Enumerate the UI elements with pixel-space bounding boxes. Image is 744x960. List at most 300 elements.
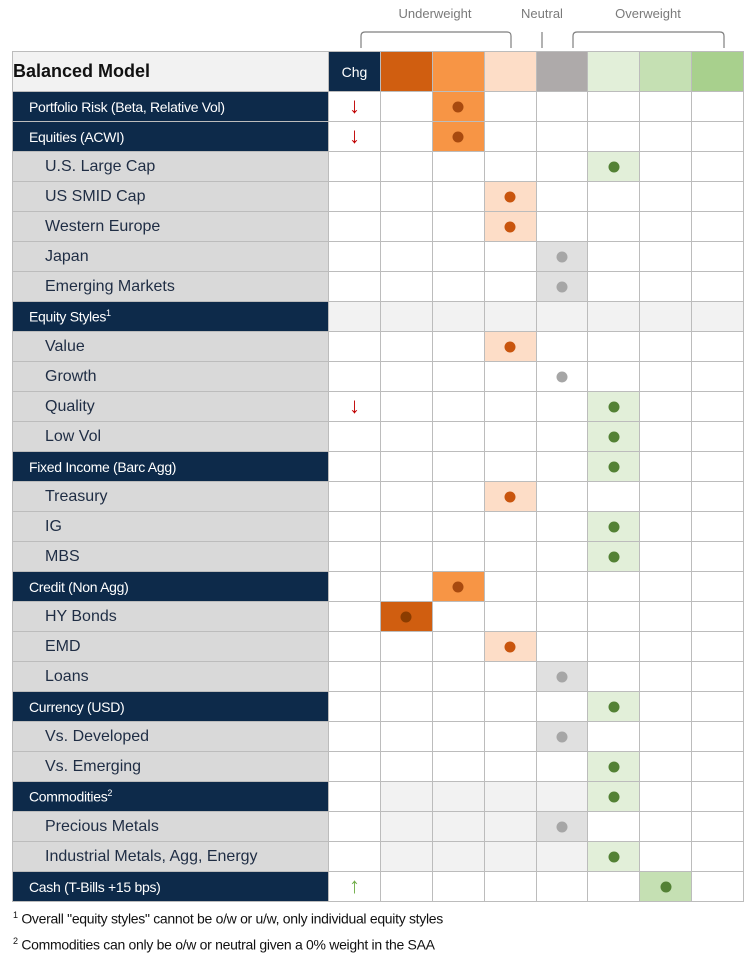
position-dot — [505, 191, 516, 202]
position-cell-2 — [432, 422, 484, 452]
position-cell-2 — [432, 512, 484, 542]
position-cell-2 — [432, 362, 484, 392]
position-dot — [556, 371, 567, 382]
position-cell-7 — [692, 122, 744, 152]
scale-cell-6 — [640, 52, 692, 92]
position-cell-1 — [380, 392, 432, 422]
position-cell-4 — [536, 632, 588, 662]
position-cell-4 — [536, 842, 588, 872]
chg-cell — [329, 332, 381, 362]
position-cell-3 — [484, 152, 536, 182]
scale-cell-7 — [692, 52, 744, 92]
scale-cell-1 — [380, 52, 432, 92]
position-cell-3 — [484, 572, 536, 602]
chg-cell — [329, 722, 381, 752]
position-cell-7 — [692, 662, 744, 692]
position-cell-3 — [484, 602, 536, 632]
position-cell-1 — [380, 662, 432, 692]
position-cell-7 — [692, 152, 744, 182]
position-cell-7 — [692, 302, 744, 332]
chg-cell — [329, 602, 381, 632]
row-label: Japan — [13, 242, 329, 272]
position-cell-4 — [536, 722, 588, 752]
position-cell-6 — [640, 542, 692, 572]
position-cell-6 — [640, 722, 692, 752]
position-cell-5 — [588, 302, 640, 332]
scale-cell-5 — [588, 52, 640, 92]
position-cell-5 — [588, 782, 640, 812]
table-row — [13, 602, 744, 632]
position-cell-5 — [588, 812, 640, 842]
table-row — [13, 182, 744, 212]
position-cell-3 — [484, 182, 536, 212]
position-cell-7 — [692, 782, 744, 812]
table-row — [13, 422, 744, 452]
position-cell-5 — [588, 212, 640, 242]
row-label: Equities (ACWI) — [13, 122, 329, 152]
position-cell-5 — [588, 662, 640, 692]
row-label: Loans — [13, 662, 329, 692]
row-label: Credit (Non Agg) — [13, 572, 329, 602]
position-cell-2 — [432, 872, 484, 902]
position-cell-1 — [380, 152, 432, 182]
position-cell-1 — [380, 272, 432, 302]
position-cell-3 — [484, 662, 536, 692]
position-cell-5 — [588, 542, 640, 572]
position-cell-3 — [484, 122, 536, 152]
table-row — [13, 392, 744, 422]
row-label: Vs. Emerging — [13, 752, 329, 782]
position-dot — [556, 251, 567, 262]
position-cell-2 — [432, 722, 484, 752]
position-cell-7 — [692, 692, 744, 722]
position-cell-2 — [432, 452, 484, 482]
table-row — [13, 272, 744, 302]
position-cell-7 — [692, 872, 744, 902]
position-cell-3 — [484, 332, 536, 362]
row-label: Fixed Income (Barc Agg) — [13, 452, 329, 482]
footnote-1: $^1$ Overall "equity styles" cannot be o/w or u/w, only individual equity styles — [13, 910, 443, 927]
position-cell-6 — [640, 632, 692, 662]
position-cell-5 — [588, 482, 640, 512]
position-cell-1 — [380, 512, 432, 542]
position-cell-2 — [432, 92, 484, 122]
chg-cell — [329, 662, 381, 692]
position-cell-6 — [640, 242, 692, 272]
position-cell-6 — [640, 512, 692, 542]
position-cell-2 — [432, 272, 484, 302]
position-cell-7 — [692, 272, 744, 302]
position-cell-4 — [536, 272, 588, 302]
position-cell-5 — [588, 362, 640, 392]
position-cell-4 — [536, 122, 588, 152]
position-cell-3 — [484, 812, 536, 842]
position-cell-7 — [692, 632, 744, 662]
position-cell-4 — [536, 512, 588, 542]
header-row — [13, 52, 744, 92]
position-cell-1 — [380, 572, 432, 602]
position-cell-2 — [432, 122, 484, 152]
position-cell-4 — [536, 92, 588, 122]
position-cell-7 — [692, 482, 744, 512]
position-cell-7 — [692, 242, 744, 272]
chg-cell — [329, 212, 381, 242]
position-cell-6 — [640, 92, 692, 122]
row-label: Growth — [13, 362, 329, 392]
position-cell-3 — [484, 362, 536, 392]
position-cell-2 — [432, 482, 484, 512]
position-cell-6 — [640, 572, 692, 602]
position-cell-1 — [380, 632, 432, 662]
position-cell-4 — [536, 362, 588, 392]
position-cell-7 — [692, 722, 744, 752]
position-cell-5 — [588, 152, 640, 182]
scale-cell-4 — [536, 52, 588, 92]
position-cell-1 — [380, 92, 432, 122]
down-arrow-icon: ↓ — [349, 93, 360, 118]
table-row — [13, 752, 744, 782]
table-row — [13, 812, 744, 842]
table-row — [13, 212, 744, 242]
chg-header: Chg — [329, 52, 381, 92]
position-cell-7 — [692, 512, 744, 542]
position-cell-1 — [380, 242, 432, 272]
position-cell-7 — [692, 182, 744, 212]
position-dot — [608, 761, 619, 772]
position-cell-5 — [588, 512, 640, 542]
chg-cell — [329, 152, 381, 182]
table-row — [13, 452, 744, 482]
position-cell-1 — [380, 302, 432, 332]
position-dot — [505, 641, 516, 652]
row-label: US SMID Cap — [13, 182, 329, 212]
table-row — [13, 782, 744, 812]
row-label: HY Bonds — [13, 602, 329, 632]
position-dot — [608, 521, 619, 532]
scale-cell-3 — [484, 52, 536, 92]
position-cell-2 — [432, 392, 484, 422]
position-cell-4 — [536, 182, 588, 212]
position-dot — [608, 431, 619, 442]
chg-cell — [329, 872, 381, 902]
row-label: Commodities$^2$ — [13, 782, 329, 812]
position-cell-7 — [692, 842, 744, 872]
position-cell-7 — [692, 362, 744, 392]
position-cell-5 — [588, 242, 640, 272]
position-dot — [505, 221, 516, 232]
position-cell-5 — [588, 722, 640, 752]
chg-cell — [329, 122, 381, 152]
position-cell-6 — [640, 482, 692, 512]
position-cell-3 — [484, 422, 536, 452]
position-dot — [608, 401, 619, 412]
chg-cell — [329, 542, 381, 572]
position-cell-4 — [536, 212, 588, 242]
position-cell-5 — [588, 422, 640, 452]
row-label: EMD — [13, 632, 329, 662]
position-dot — [556, 281, 567, 292]
chg-cell — [329, 422, 381, 452]
position-cell-7 — [692, 392, 744, 422]
table-row — [13, 572, 744, 602]
chg-cell — [329, 392, 381, 422]
table-row — [13, 722, 744, 752]
position-cell-3 — [484, 752, 536, 782]
chg-cell — [329, 92, 381, 122]
position-cell-4 — [536, 872, 588, 902]
position-cell-6 — [640, 602, 692, 632]
chg-cell — [329, 242, 381, 272]
table-row — [13, 662, 744, 692]
position-cell-6 — [640, 152, 692, 182]
position-cell-3 — [484, 272, 536, 302]
overweight-label: Overweight — [615, 6, 681, 21]
position-cell-4 — [536, 812, 588, 842]
position-cell-1 — [380, 542, 432, 572]
row-label: Value — [13, 332, 329, 362]
position-cell-1 — [380, 182, 432, 212]
position-cell-7 — [692, 212, 744, 242]
position-dot — [608, 551, 619, 562]
position-cell-4 — [536, 452, 588, 482]
footnote-2: $^2$ Commodities can only be o/w or neutral given a 0% weight in the SAA — [13, 936, 435, 953]
table-row — [13, 542, 744, 572]
position-dot — [453, 131, 464, 142]
position-cell-1 — [380, 722, 432, 752]
table-row — [13, 152, 744, 182]
position-dot — [660, 881, 671, 892]
position-dot — [608, 791, 619, 802]
position-cell-6 — [640, 662, 692, 692]
position-cell-1 — [380, 362, 432, 392]
row-label: MBS — [13, 542, 329, 572]
position-cell-5 — [588, 752, 640, 782]
position-dot — [556, 731, 567, 742]
position-cell-3 — [484, 512, 536, 542]
position-dot — [401, 611, 412, 622]
table-row — [13, 92, 744, 122]
position-cell-2 — [432, 542, 484, 572]
position-cell-3 — [484, 632, 536, 662]
position-cell-6 — [640, 362, 692, 392]
position-cell-6 — [640, 782, 692, 812]
position-dot — [556, 821, 567, 832]
table-row — [13, 302, 744, 332]
position-cell-4 — [536, 572, 588, 602]
table-row — [13, 842, 744, 872]
position-cell-2 — [432, 572, 484, 602]
position-dot — [505, 491, 516, 502]
position-cell-2 — [432, 662, 484, 692]
position-cell-2 — [432, 752, 484, 782]
row-label: Western Europe — [13, 212, 329, 242]
position-cell-4 — [536, 602, 588, 632]
position-cell-6 — [640, 212, 692, 242]
position-cell-4 — [536, 302, 588, 332]
position-cell-6 — [640, 302, 692, 332]
position-cell-4 — [536, 392, 588, 422]
table-row — [13, 482, 744, 512]
position-cell-4 — [536, 542, 588, 572]
chg-cell — [329, 782, 381, 812]
position-cell-5 — [588, 392, 640, 422]
position-cell-1 — [380, 332, 432, 362]
position-cell-2 — [432, 152, 484, 182]
position-cell-5 — [588, 602, 640, 632]
position-cell-2 — [432, 182, 484, 212]
chg-cell — [329, 482, 381, 512]
chg-cell — [329, 842, 381, 872]
row-label: Precious Metals — [13, 812, 329, 842]
position-cell-1 — [380, 422, 432, 452]
row-label: Equity Styles$^1$ — [13, 302, 329, 332]
position-cell-5 — [588, 332, 640, 362]
position-cell-6 — [640, 392, 692, 422]
position-dot — [608, 461, 619, 472]
position-cell-1 — [380, 782, 432, 812]
position-cell-6 — [640, 872, 692, 902]
row-label: Currency (USD) — [13, 692, 329, 722]
position-cell-3 — [484, 452, 536, 482]
row-label: Treasury — [13, 482, 329, 512]
position-cell-2 — [432, 692, 484, 722]
position-cell-6 — [640, 692, 692, 722]
chg-cell — [329, 182, 381, 212]
row-label: Low Vol — [13, 422, 329, 452]
table-title: Balanced Model — [13, 52, 329, 92]
position-cell-7 — [692, 572, 744, 602]
position-cell-7 — [692, 752, 744, 782]
table-row — [13, 362, 744, 392]
chg-cell — [329, 512, 381, 542]
position-cell-5 — [588, 92, 640, 122]
position-cell-5 — [588, 632, 640, 662]
position-cell-2 — [432, 632, 484, 662]
position-cell-6 — [640, 752, 692, 782]
position-cell-6 — [640, 182, 692, 212]
position-cell-3 — [484, 482, 536, 512]
position-cell-1 — [380, 452, 432, 482]
position-cell-7 — [692, 452, 744, 482]
position-cell-5 — [588, 272, 640, 302]
position-cell-2 — [432, 602, 484, 632]
position-dot — [505, 341, 516, 352]
position-cell-4 — [536, 752, 588, 782]
chg-cell — [329, 452, 381, 482]
row-label: Quality — [13, 392, 329, 422]
position-cell-5 — [588, 182, 640, 212]
chg-cell — [329, 572, 381, 602]
position-cell-5 — [588, 872, 640, 902]
chg-cell — [329, 812, 381, 842]
position-cell-7 — [692, 602, 744, 632]
position-cell-4 — [536, 782, 588, 812]
position-cell-3 — [484, 392, 536, 422]
position-cell-6 — [640, 812, 692, 842]
scale-cell-2 — [432, 52, 484, 92]
row-label: Emerging Markets — [13, 272, 329, 302]
neutral-label: Neutral — [521, 6, 563, 21]
position-cell-4 — [536, 422, 588, 452]
position-cell-4 — [536, 242, 588, 272]
table-row — [13, 332, 744, 362]
row-label: Industrial Metals, Agg, Energy — [13, 842, 329, 872]
position-cell-2 — [432, 782, 484, 812]
position-cell-7 — [692, 332, 744, 362]
table-row — [13, 122, 744, 152]
up-arrow-icon: ↑ — [349, 873, 360, 898]
position-cell-2 — [432, 212, 484, 242]
scale-brackets — [0, 0, 744, 52]
down-arrow-icon: ↓ — [349, 393, 360, 418]
position-dot — [608, 851, 619, 862]
position-cell-5 — [588, 572, 640, 602]
position-cell-2 — [432, 842, 484, 872]
chg-cell — [329, 362, 381, 392]
position-cell-1 — [380, 692, 432, 722]
position-cell-3 — [484, 92, 536, 122]
position-cell-4 — [536, 692, 588, 722]
position-cell-1 — [380, 212, 432, 242]
position-cell-1 — [380, 602, 432, 632]
position-cell-1 — [380, 482, 432, 512]
position-cell-7 — [692, 812, 744, 842]
position-cell-6 — [640, 272, 692, 302]
position-dot — [453, 581, 464, 592]
position-dot — [556, 671, 567, 682]
position-cell-3 — [484, 872, 536, 902]
position-cell-3 — [484, 782, 536, 812]
position-cell-6 — [640, 122, 692, 152]
table-row — [13, 632, 744, 662]
position-cell-5 — [588, 122, 640, 152]
position-cell-3 — [484, 692, 536, 722]
position-cell-6 — [640, 332, 692, 362]
position-cell-4 — [536, 482, 588, 512]
table-row — [13, 872, 744, 902]
row-label: Cash (T-Bills +15 bps) — [13, 872, 329, 902]
position-cell-1 — [380, 752, 432, 782]
chg-cell — [329, 752, 381, 782]
position-cell-3 — [484, 302, 536, 332]
table-row — [13, 512, 744, 542]
position-cell-3 — [484, 722, 536, 752]
position-cell-1 — [380, 842, 432, 872]
chg-cell — [329, 302, 381, 332]
position-cell-7 — [692, 92, 744, 122]
position-cell-2 — [432, 242, 484, 272]
table-row — [13, 242, 744, 272]
row-label: U.S. Large Cap — [13, 152, 329, 182]
position-cell-6 — [640, 422, 692, 452]
position-cell-1 — [380, 122, 432, 152]
position-cell-6 — [640, 842, 692, 872]
down-arrow-icon: ↓ — [349, 123, 360, 148]
position-cell-2 — [432, 302, 484, 332]
position-cell-6 — [640, 452, 692, 482]
position-cell-3 — [484, 212, 536, 242]
position-cell-2 — [432, 332, 484, 362]
position-cell-2 — [432, 812, 484, 842]
chg-cell — [329, 692, 381, 722]
position-cell-3 — [484, 542, 536, 572]
row-label: Vs. Developed — [13, 722, 329, 752]
position-cell-4 — [536, 662, 588, 692]
position-cell-5 — [588, 692, 640, 722]
position-cell-3 — [484, 242, 536, 272]
position-dot — [453, 101, 464, 112]
row-label: IG — [13, 512, 329, 542]
